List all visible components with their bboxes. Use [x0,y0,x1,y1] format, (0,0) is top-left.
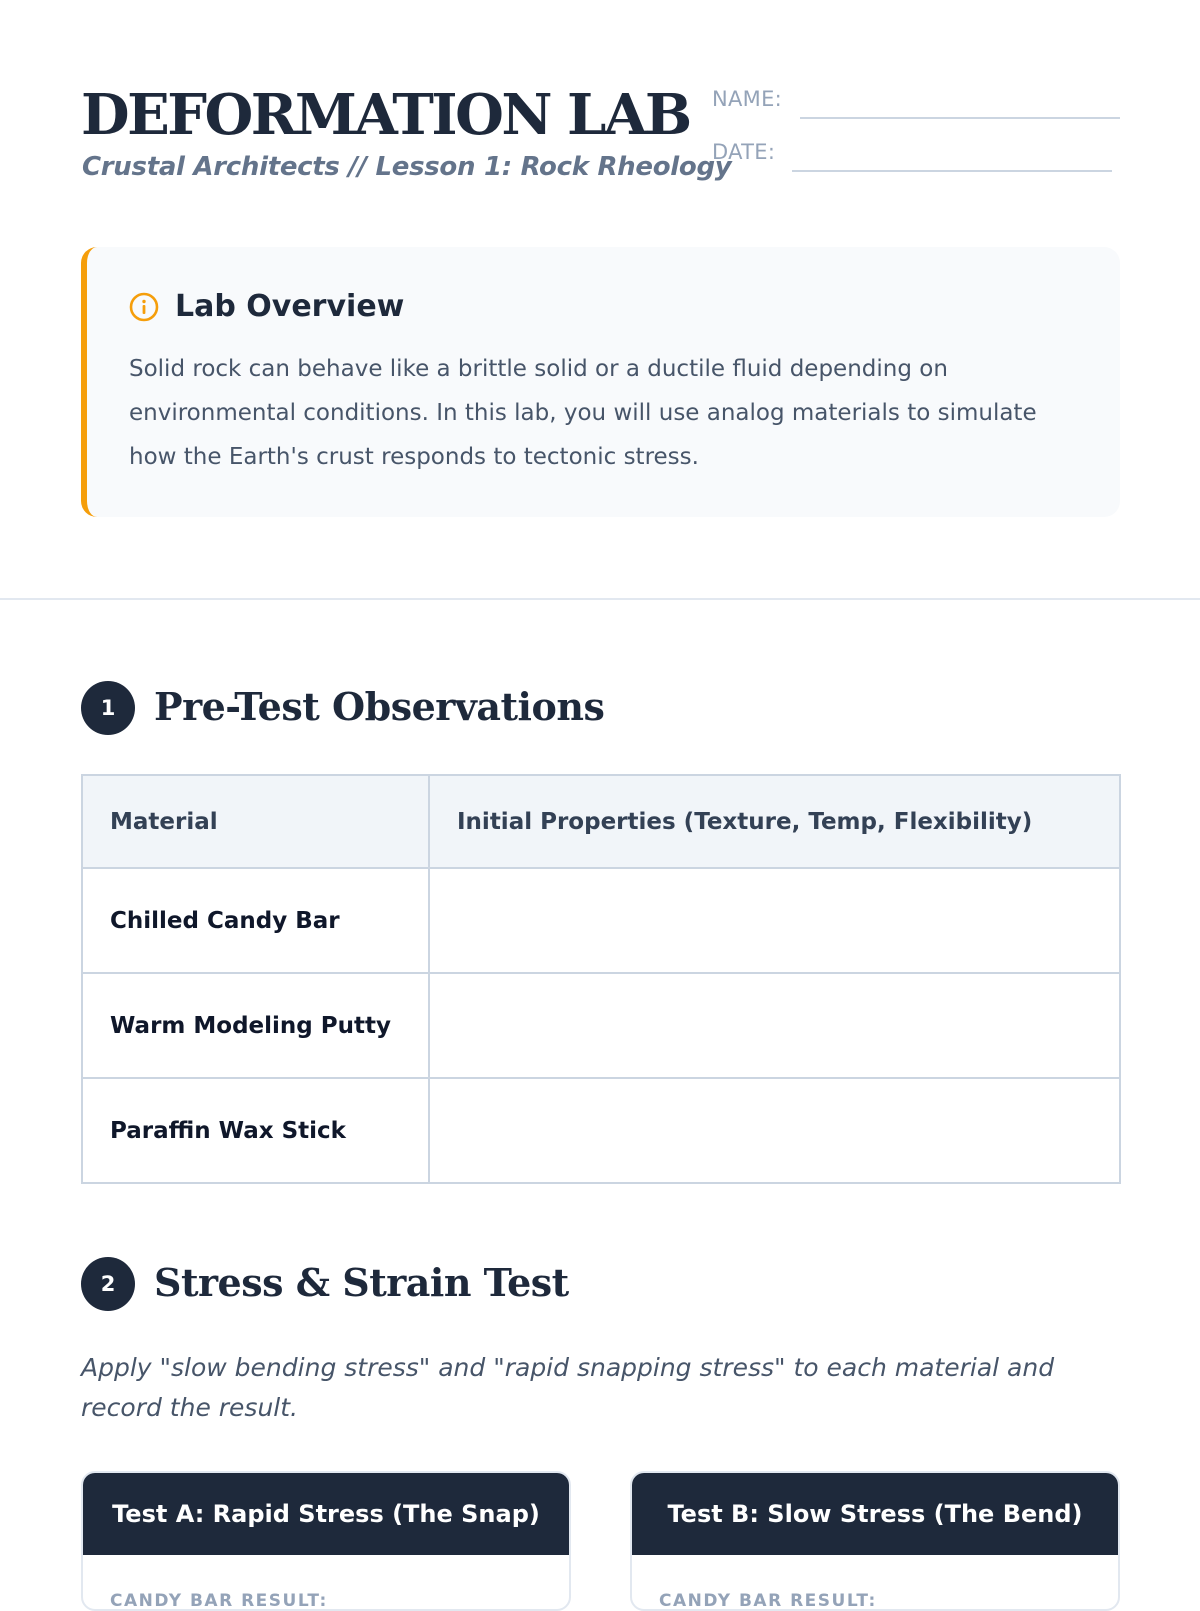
table-row [82,1078,1120,1183]
page-subtitle: Crustal Architects // Lesson 1: Rock Rheology [82,152,732,182]
test-a-card [81,1471,571,1611]
properties-entry-cell[interactable] [429,868,1120,973]
section-number-badge: 1 [81,681,135,735]
candy-bar-result-label: CANDY BAR RESULT: [659,1591,877,1611]
section-number-badge: 2 [81,1257,135,1311]
table-row [82,973,1120,1078]
column-header-material: Material [82,775,429,868]
properties-entry-cell[interactable] [429,973,1120,1078]
lab-overview-title: Lab Overview [175,289,405,324]
test-b-title: Test B: Slow Stress (The Bend) [632,1473,1118,1555]
section-divider [0,598,1200,600]
name-field[interactable] [800,117,1120,119]
test-b-card [630,1471,1120,1611]
table-row [82,868,1120,973]
lab-overview-text: Solid rock can behave like a brittle solid or a ductile fluid depending on environmental conditions. In this lab, you will use analog materials to simulate how the Earth's crust responds to tectonic stress. [129,356,1037,470]
material-cell: Warm Modeling Putty [82,973,429,1078]
page-title: DEFORMATION LAB [81,82,690,148]
material-cell: Paraffin Wax Stick [82,1078,429,1183]
test-a-title: Test A: Rapid Stress (The Snap) [83,1473,569,1555]
info-icon [129,292,159,322]
section-title-stress-strain: Stress & Strain Test [154,1260,569,1305]
candy-bar-result-label: CANDY BAR RESULT: [110,1591,328,1611]
properties-entry-cell[interactable] [429,1078,1120,1183]
material-cell: Chilled Candy Bar [82,868,429,973]
table-header-row [82,775,1120,868]
date-field[interactable] [792,170,1112,172]
name-label: NAME: [712,87,783,111]
column-header-properties: Initial Properties (Texture, Temp, Flexibility) [429,775,1120,868]
lab-overview-header [129,289,404,324]
date-label: DATE: [712,140,776,164]
lab-overview-box [81,247,1120,517]
observations-table [81,774,1121,1184]
section-instructions: Apply "slow bending stress" and "rapid snapping stress" to each material and record the result. [81,1353,1055,1422]
section-title-pre-test: Pre-Test Observations [154,684,605,729]
